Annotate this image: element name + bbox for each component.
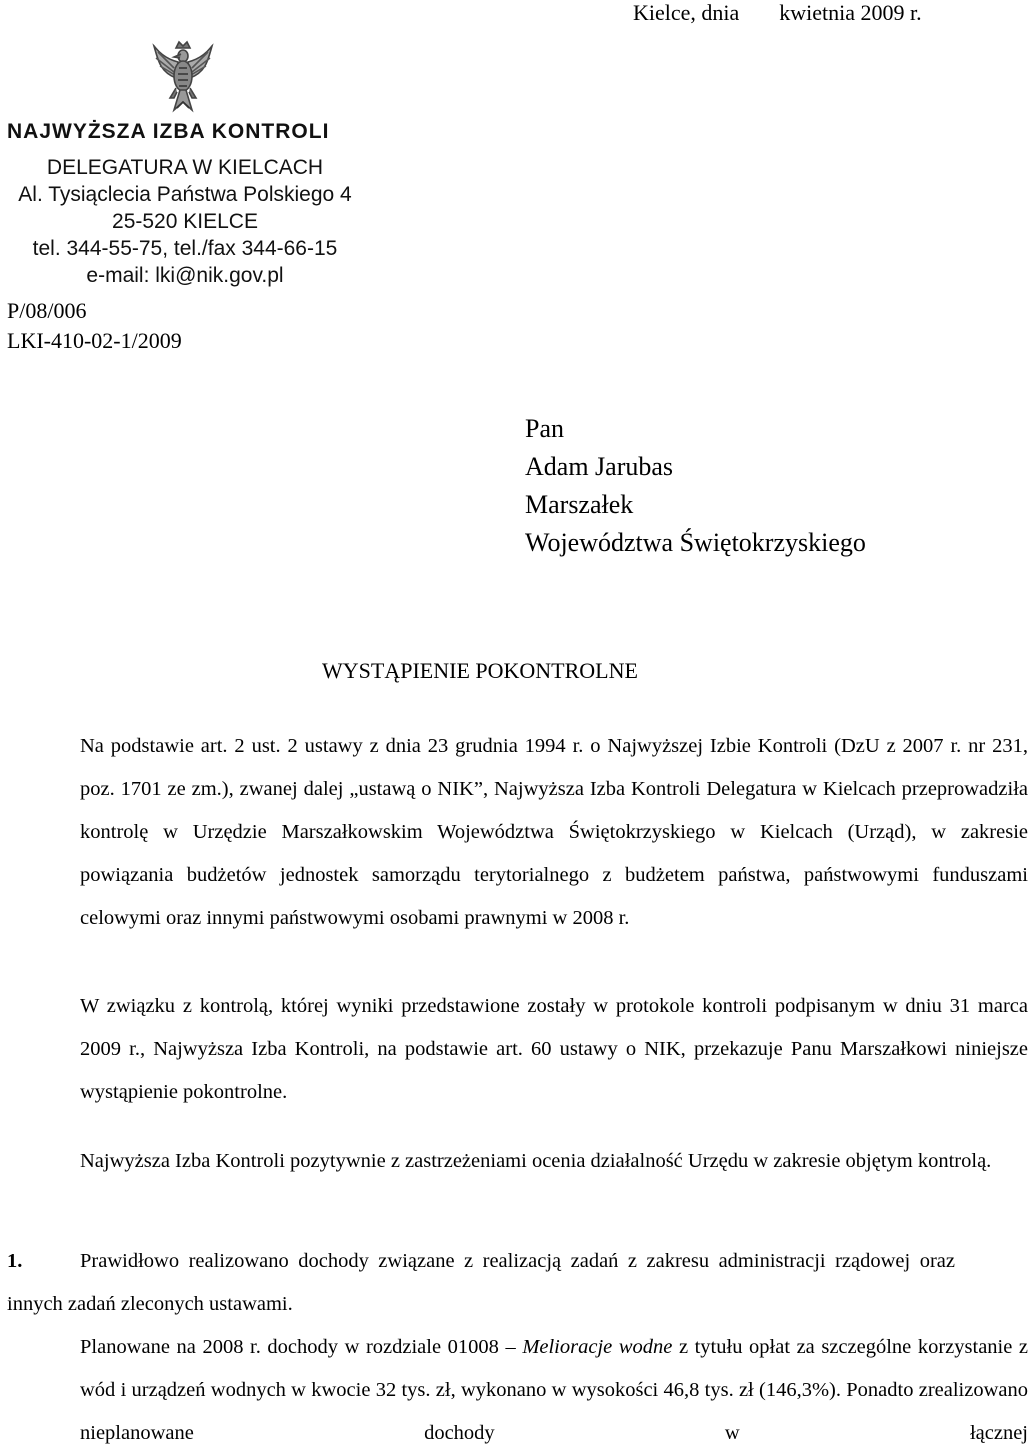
reference-number-2: LKI-410-02-1/2009 [7,328,182,353]
document-title: WYSTĄPIENIE POKONTROLNE [322,658,638,683]
addressee-position: Marszałek [525,490,634,519]
city-address: 25-520 KIELCE [112,210,258,233]
date-place: Kielce, dnia [633,0,740,25]
point-1-text: Prawidłowo realizowano dochody związane z realizacją zadań z zakresu administracji rządowej oraz innych zadań zleconych ustawami. [7,1250,955,1315]
date-line [633,0,922,26]
email-address: e-mail: lki@nik.gov.pl [86,264,284,287]
addressee-name: Adam Jarubas [525,452,674,481]
date-rest: kwietnia 2009 r. [779,0,922,25]
eagle-emblem-icon [152,38,214,116]
reference-number-1: P/08/006 [7,298,87,323]
income-text-rest: z tytułu opłat za szczególne korzystanie z wód i urządzeń wodnych w kwocie 32 tys. zł, wykonano w wysokości 46,8 tys. zł (146,3%). Ponadto zrealizowano nieplanowane dochody w łącznej [80,1336,1028,1444]
street-address: Al. Tysiąclecia Państwa Polskiego 4 [18,183,352,206]
income-chapter-name: Melioracje wodne [522,1336,673,1358]
org-name: NAJWYŻSZA IZBA KONTROLI [7,120,330,143]
paragraph-legal-basis: Na podstawie art. 2 ust. 2 ustawy z dnia 23 grudnia 1994 r. o Najwyższej Izbie Kontroli (DzU z 2007 r. nr 231, poz. 1701 ze zm.), zwanej dalej „ustawą o NIK”, Najwyższa Izba Kontroli Delegatura w Kielcach przeprowadziła kontrolę w Urzędzie Marszałkowskim Województwa Świętokrzyskiego w Kielcach (Urząd), w zakresie powiązania budżetów jednostek samorządu terytorialnego z budżetem państwa, państwowymi funduszami celowymi oraz innymi państwowymi osobami prawnymi w 2008 r. [80,735,1028,929]
paragraph-assessment: Najwyższa Izba Kontroli pozytywnie z zastrzeżeniami ocenia działalność Urzędu w zakresie objętym kontrolą. [80,1150,992,1172]
paragraph-point-1 [7,1240,955,1326]
paragraph-income [7,1326,1028,1455]
point-number: 1. [7,1250,23,1272]
paragraph-protocol: W związku z kontrolą, której wyniki przedstawione zostały w protokole kontroli podpisanym w dniu 31 marca 2009 r., Najwyższa Izba Kontroli, na podstawie art. 60 ustawy o NIK, przekazuje Panu Marszałkowi niniejsze wystąpienie pokontrolne. [80,995,1028,1103]
income-text-start: Planowane na 2008 r. dochody w rozdziale 01008 – [80,1336,516,1358]
phone-numbers: tel. 344-55-75, tel./fax 344-66-15 [32,237,338,260]
addressee-region: Województwa Świętokrzyskiego [525,528,866,557]
delegation-name: DELEGATURA W KIELCACH [46,156,324,179]
addressee-salutation: Pan [525,414,564,443]
